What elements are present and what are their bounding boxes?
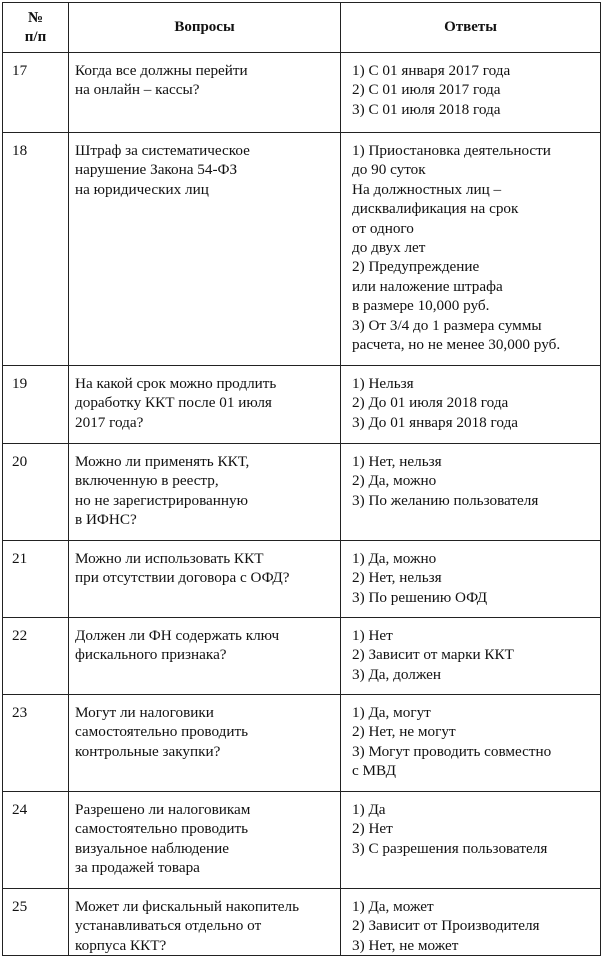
answer-line: 3) С разрешения пользователя <box>352 839 548 857</box>
answer-line: до двух лет <box>352 239 426 257</box>
column-header-number <box>3 3 69 53</box>
answer-cell <box>341 53 601 133</box>
answer-line: 1) Нельзя <box>352 375 414 392</box>
answer-line: 2) До 01 июля 2018 года <box>352 394 509 412</box>
question-line: Должен ли ФН содержать ключ <box>75 627 280 644</box>
answer-line: 3) По желанию пользователя <box>352 491 539 509</box>
question-line: контрольные закупки? <box>75 742 221 760</box>
answer-line: дисквалификация на срок <box>352 200 519 218</box>
answer-line: 2) Да, можно <box>352 472 437 490</box>
question-line: доработку ККТ после 01 июля <box>75 394 272 412</box>
table-header-row <box>3 3 601 53</box>
answer-cell <box>341 133 601 366</box>
answer-cell <box>341 618 601 695</box>
row-number: 22 <box>3 618 69 695</box>
question-line: Штраф за систематическое <box>75 142 250 159</box>
answer-line: 3) По решению ОФД <box>352 588 488 606</box>
question-line: На какой срок можно продлить <box>75 375 277 392</box>
question-line: на юридических лиц <box>75 180 209 198</box>
question-cell <box>69 53 341 133</box>
row-number: 17 <box>3 53 69 133</box>
row-number: 20 <box>3 444 69 541</box>
table-row <box>3 133 601 366</box>
answer-line: от одного <box>352 219 414 237</box>
table-row <box>3 695 601 792</box>
question-line: при отсутствии договора с ОФД? <box>75 569 290 587</box>
answer-line: 2) Нет, не могут <box>352 723 456 741</box>
answer-line: 2) Предупреждение <box>352 258 480 276</box>
answer-cell <box>341 366 601 444</box>
question-line: Можно ли применять ККТ, <box>75 453 250 470</box>
table-body <box>3 53 601 956</box>
qa-table <box>2 2 601 956</box>
question-cell <box>69 541 341 618</box>
table-row <box>3 444 601 541</box>
answer-line: до 90 суток <box>352 161 426 179</box>
question-cell <box>69 444 341 541</box>
answer-line: 3) Да, должен <box>352 665 442 683</box>
column-header-answers: Ответы <box>341 3 601 53</box>
table-row <box>3 618 601 695</box>
question-line: но не зарегистрированную <box>75 491 248 509</box>
row-number: 18 <box>3 133 69 366</box>
answer-line: с МВД <box>352 762 396 780</box>
question-line: фискального признака? <box>75 646 227 664</box>
row-number: 25 <box>3 889 69 956</box>
answer-line: или наложение штрафа <box>352 277 503 295</box>
answer-line: 3) Нет, не может <box>352 936 459 954</box>
answer-line: 1) Да <box>352 801 386 818</box>
answer-line: 2) Нет <box>352 820 393 838</box>
answer-line: На должностных лиц – <box>352 180 502 198</box>
question-line: включенную в реестр, <box>75 472 219 490</box>
answer-cell <box>341 792 601 889</box>
table-row <box>3 366 601 444</box>
answer-cell <box>341 889 601 956</box>
question-line: нарушение Закона 54-ФЗ <box>75 161 238 179</box>
question-line: Могут ли налоговики <box>75 704 214 721</box>
number-sign-label: № <box>27 9 44 26</box>
question-line: корпуса ККТ? <box>75 936 167 954</box>
answer-cell <box>341 695 601 792</box>
item-index-label: п/п <box>24 28 47 45</box>
answer-line: 1) Нет <box>352 627 393 644</box>
question-line: Разрешено ли налоговикам <box>75 801 251 818</box>
question-line: Может ли фискальный накопитель <box>75 898 300 915</box>
answer-line: 1) Приостановка деятельности <box>352 142 551 159</box>
answer-line: 3) До 01 января 2018 года <box>352 413 519 431</box>
question-line: Можно ли использовать ККТ <box>75 550 264 567</box>
row-number: 21 <box>3 541 69 618</box>
question-cell <box>69 695 341 792</box>
answer-line: 3) От 3/4 до 1 размера суммы <box>352 316 542 334</box>
answer-line: 2) С 01 июля 2017 года <box>352 81 501 99</box>
question-cell <box>69 889 341 956</box>
question-line: на онлайн – кассы? <box>75 81 200 99</box>
answer-line: 1) Да, можно <box>352 550 437 567</box>
answer-line: 1) С 01 января 2017 года <box>352 62 511 79</box>
row-number: 19 <box>3 366 69 444</box>
question-line: самостоятельно проводить <box>75 820 249 838</box>
column-header-questions: Вопросы <box>69 3 341 53</box>
question-line: устанавливаться отдельно от <box>75 917 262 935</box>
table-row <box>3 53 601 133</box>
question-cell <box>69 133 341 366</box>
question-line: Когда все должны перейти <box>75 62 248 79</box>
question-cell <box>69 366 341 444</box>
question-cell <box>69 618 341 695</box>
answer-line: 1) Да, могут <box>352 704 431 721</box>
question-cell <box>69 792 341 889</box>
question-line: за продажей товара <box>75 859 200 877</box>
row-number: 24 <box>3 792 69 889</box>
question-line: в ИФНС? <box>75 511 137 529</box>
answer-cell <box>341 541 601 618</box>
table-row <box>3 792 601 889</box>
answer-cell <box>341 444 601 541</box>
question-line: визуальное наблюдение <box>75 839 230 857</box>
answer-line: расчета, но не менее 30,000 руб. <box>352 336 561 354</box>
table-row <box>3 541 601 618</box>
question-line: 2017 года? <box>75 413 144 431</box>
answer-line: 1) Да, может <box>352 898 434 915</box>
answer-line: 2) Зависит от Производителя <box>352 917 540 935</box>
table-row <box>3 889 601 956</box>
answer-line: 2) Зависит от марки ККТ <box>352 646 514 664</box>
answer-line: 3) Могут проводить совместно <box>352 742 552 760</box>
row-number: 23 <box>3 695 69 792</box>
answer-line: 3) С 01 июля 2018 года <box>352 100 501 118</box>
question-line: самостоятельно проводить <box>75 723 249 741</box>
answer-line: 2) Нет, нельзя <box>352 569 442 587</box>
answer-line: 1) Нет, нельзя <box>352 453 442 470</box>
answer-line: в размере 10,000 руб. <box>352 297 490 315</box>
